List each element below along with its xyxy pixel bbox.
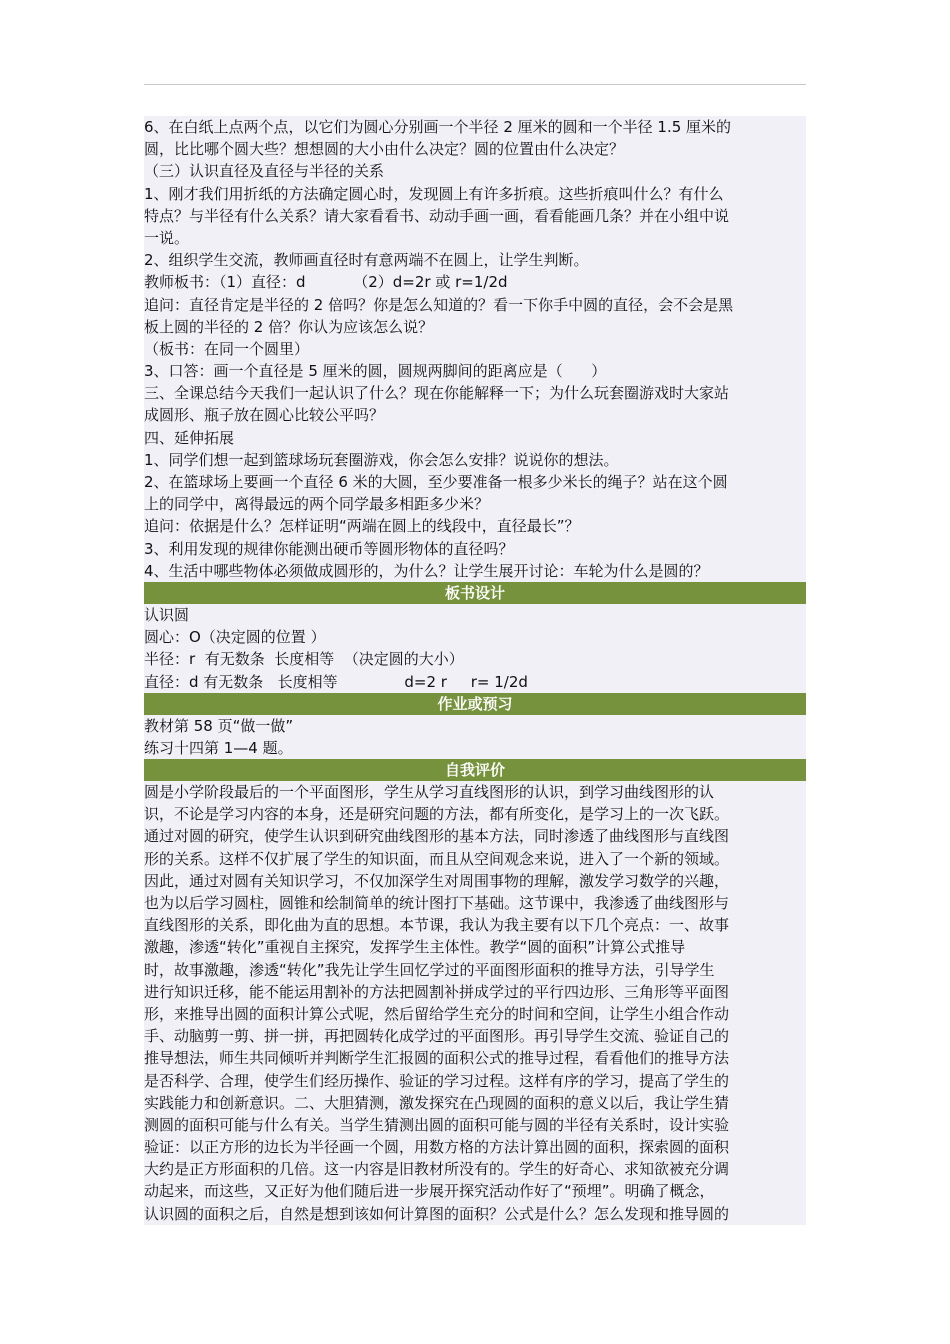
self-evaluation-section xyxy=(144,781,806,1225)
text-line: 大约是正方形面积的几倍。这一内容是旧教材所没有的。学生的好奇心、求知欲被充分调 xyxy=(144,1160,730,1179)
text-line: 是否科学、合理，使学生们经历操作、验证的学习过程。这样有序的学习，提高了学生的 xyxy=(144,1071,730,1090)
text-line: 圆，比比哪个圆大些？想想圆的大小由什么决定？圆的位置由什么决定？ xyxy=(144,140,625,159)
lesson-section xyxy=(144,116,806,582)
text-line: 因此，通过对圆有关知识学习，不仅加深学生对周围事物的理解，激发学习数学的兴趣， xyxy=(144,871,730,890)
text-line: 3、利用发现的规律你能测出硬币等圆形物体的直径吗？ xyxy=(144,539,514,558)
text-line: 也为以后学习圆柱，圆锥和绘制简单的统计图打下基础。这节课中，我渗透了曲线图形与 xyxy=(144,894,730,912)
document-body xyxy=(144,116,806,1225)
text-line: 推导想法，师生共同倾听并判断学生汇报圆的面积公式的推导过程，看看他们的推导方法 xyxy=(144,1049,730,1068)
text-line: 实践能力和创新意识。二、大胆猜测，激发探究在凸现圆的面积的意义以后，我让学生猜 xyxy=(144,1093,730,1112)
self-evaluation-header: 自我评价 xyxy=(144,759,806,781)
text-line: 进行知识迁移，能不能运用割补的方法把圆割补拼成学过的平行四边形、三角形等平面图 xyxy=(144,982,730,1001)
text-line: 动起来，而这些，又正好为他们随后进一步展开探究活动作好了“预埋”。明确了概念， xyxy=(144,1182,715,1201)
text-line: 1、同学们想一起到篮球场玩套圈游戏，你会怎么安排？说说你的想法。 xyxy=(144,450,619,469)
text-line: 圆心：O（决定圆的位置 ） xyxy=(144,628,326,647)
text-line: 练习十四第 1—4 题。 xyxy=(144,738,293,757)
text-line: 激趣，渗透“转化”重视自主探究，发挥学生主体性。教学“圆的面积”计算公式推导 xyxy=(144,938,686,957)
text-line: 通过对圆的研究，使学生认识到研究曲线图形的基本方法，同时渗透了曲线图形与直线图 xyxy=(144,827,730,846)
text-line: 手、动脑剪一剪、拼一拼，再把圆转化成学过的平面图形。再引导学生交流、验证自己的 xyxy=(144,1027,730,1046)
text-line: 认识圆 xyxy=(144,605,190,624)
text-line: 形的关系。这样不仅扩展了学生的知识面，而且从空间观念来说，进入了一个新的领域。 xyxy=(144,849,730,868)
text-line: 教师板书：（1）直径：d （2）d=2r 或 r=1/2d xyxy=(144,273,508,292)
homework-section xyxy=(144,715,806,759)
text-line: 形，来推导出圆的面积计算公式呢，然后留给学生充分的时间和空间，让学生小组合作动 xyxy=(144,1004,730,1023)
text-line: 时，故事激趣，渗透“转化”我先让学生回忆学过的平面图形面积的推导方法，引导学生 xyxy=(144,960,715,979)
text-line: 特点？与半径有什么关系？请大家看看书、动动手画一画，看看能画几条？并在小组中说 xyxy=(144,206,730,225)
text-line: 圆是小学阶段最后的一个平面图形，学生从学习直线图形的认识，到学习曲线图形的认 xyxy=(144,783,715,802)
text-line: 测圆的面积可能与什么有关。当学生猜测出圆的面积可能与圆的半径有关系时，设计实验 xyxy=(144,1115,730,1134)
text-line: 四、延伸拓展 xyxy=(144,428,235,447)
text-line: 一说。 xyxy=(144,228,190,247)
text-line: 直线图形的关系，即化曲为直的思想。本节课，我认为我主要有以下几个亮点：一、故事 xyxy=(144,916,730,935)
board-design-section xyxy=(144,604,806,693)
text-line: 1、刚才我们用折纸的方法确定圆心时，发现圆上有许多折痕。这些折痕叫什么？有什么 xyxy=(144,184,724,203)
text-line: 半径：r 有无数条 长度相等 （决定圆的大小） xyxy=(144,650,464,669)
text-line: 成圆形、瓶子放在圆心比较公平吗？ xyxy=(144,406,385,425)
homework-header: 作业或预习 xyxy=(144,693,806,715)
text-line: 2、组织学生交流，教师画直径时有意两端不在圆上，让学生判断。 xyxy=(144,251,589,270)
text-line: 教材第 58 页“做一做” xyxy=(144,716,294,735)
text-line: 板上圆的半径的 2 倍？你认为应该怎么说？ xyxy=(144,317,434,336)
board-design-header: 板书设计 xyxy=(144,582,806,604)
text-line: 认识圆的面积之后，自然是想到该如何计算图的面积？公式是什么？怎么发现和推导圆的 xyxy=(144,1204,730,1223)
text-line: 三、全课总结今天我们一起认识了什么？现在你能解释一下；为什么玩套圈游戏时大家站 xyxy=(144,384,730,403)
text-line: 4、生活中哪些物体必须做成圆形的，为什么？让学生展开讨论：车轮为什么是圆的？ xyxy=(144,561,709,580)
header-rule xyxy=(144,84,806,85)
text-line: 2、在篮球场上要画一个直径 6 米的大圆，至少要准备一根多少米长的绳子？站在这个圆 xyxy=(144,473,728,491)
text-line: 3、口答：画一个直径是 5 厘米的圆，圆规两脚间的距离应是（ ） xyxy=(144,362,607,381)
text-line: 直径：d 有无数条 长度相等 d=2 r r= 1/2d xyxy=(144,672,528,691)
text-line: （三）认识直径及直径与半径的关系 xyxy=(144,162,385,181)
text-line: 识，不论是学习内容的本身，还是研究问题的方法，都有所变化，是学习上的一次飞跃。 xyxy=(144,805,730,824)
text-line: 上的同学中，离得最远的两个同学最多相距多少米？ xyxy=(144,495,490,514)
text-line: （板书：在同一个圆里） xyxy=(144,339,310,358)
text-line: 追问：依据是什么？怎样证明“两端在圆上的线段中，直径最长”？ xyxy=(144,517,580,536)
text-line: 追问：直径肯定是半径的 2 倍吗？你是怎么知道的？看一下你手中圆的直径，会不会是黑 xyxy=(144,295,734,314)
text-line: 验证：以正方形的边长为半径画一个圆，用数方格的方法计算出圆的面积，探索圆的面积 xyxy=(144,1138,730,1157)
text-line: 6、在白纸上点两个点，以它们为圆心分别画一个半径 2 厘米的圆和一个半径 1.5 厘米的 xyxy=(144,118,732,136)
